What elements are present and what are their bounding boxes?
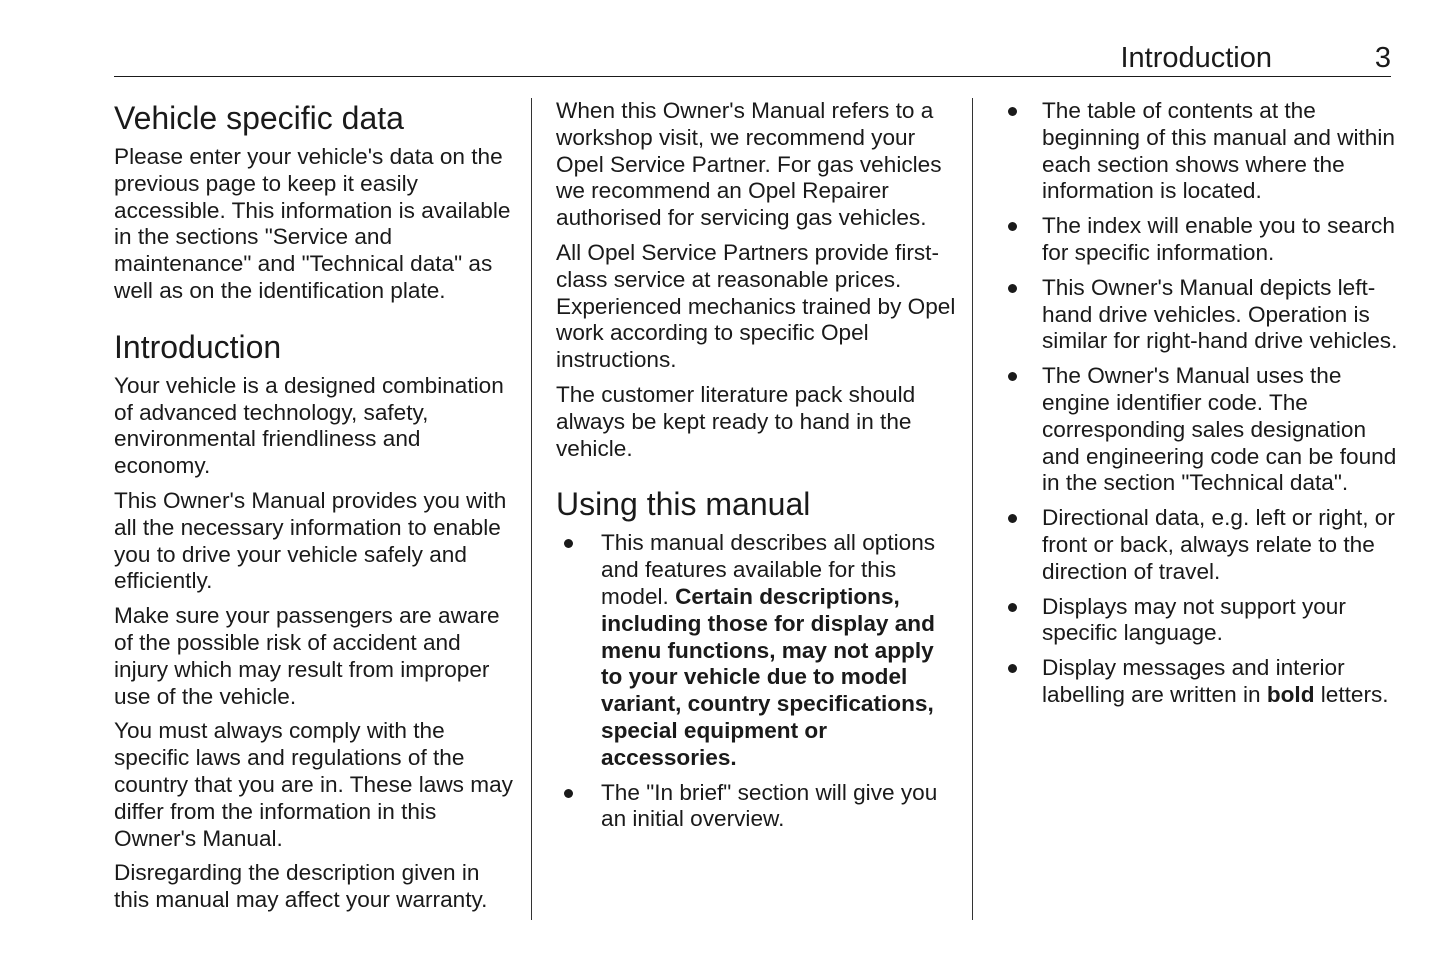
bullet-icon: [1008, 107, 1017, 116]
page-header: [114, 40, 1391, 77]
bullet-icon: [1008, 514, 1017, 523]
heading-using-this-manual: Using this manual: [556, 486, 811, 523]
list-item: The table of contents at the beginning of this manual and within each section shows where the information is located.: [1000, 98, 1400, 205]
column-divider: [972, 98, 973, 920]
list-item: This Owner's Manual depicts left-hand drive vehicles. Operation is similar for right-hand drive vehicles.: [1000, 275, 1400, 355]
bullet-icon: [1008, 603, 1017, 612]
list-item: Directional data, e.g. left or right, or front or back, always relate to the direction of travel.: [1000, 505, 1400, 585]
paragraph: Disregarding the description given in this manual may affect your warranty.: [114, 860, 488, 913]
column-3: [1000, 98, 1400, 717]
list-item: Displays may not support your specific language.: [1000, 594, 1400, 648]
paragraph: When this Owner's Manual refers to a workshop visit, we recommend your Opel Service Partner. For gas vehicles we recommend an Opel Repairer authorised for servicing gas vehicles.: [556, 98, 942, 231]
column-divider: [531, 98, 532, 920]
paragraph: The customer literature pack should always be kept ready to hand in the vehicle.: [556, 381, 916, 461]
list-item: This manual describes all options and features available for this model. Certain descriptions, including those for display and menu functions, may not apply to your vehicle due to model variant, country specifications, special equipment or accessories.: [556, 530, 961, 771]
paragraph: Please enter your vehicle's data on the previous page to keep it easily accessible. This information is available in the sections "Service and maintenance" and "Technical data" as well as on the identification plate.: [114, 144, 511, 303]
bullet-icon: [1008, 284, 1017, 293]
column-1: [114, 98, 519, 922]
bullet-icon: [1008, 372, 1017, 381]
paragraph: All Opel Service Partners provide first-class service at reasonable prices. Experienced mechanics trained by Opel work according to specific Opel instructions.: [556, 239, 956, 373]
list-item: Display messages and interior labelling are written in bold letters.: [1000, 655, 1400, 709]
bullet-list: [556, 530, 961, 833]
page-number: 3: [1374, 42, 1391, 74]
list-item: The Owner's Manual uses the engine identifier code. The corresponding sales designation and engineering code can be found in the section "Technical data".: [1000, 363, 1400, 497]
heading-vehicle-specific-data: Vehicle specific data: [114, 100, 404, 136]
bullet-icon: [1008, 664, 1017, 673]
list-item: The index will enable you to search for specific information.: [1000, 213, 1400, 267]
heading-introduction: Introduction: [114, 328, 282, 365]
paragraph: You must always comply with the specific laws and regulations of the country that you are in. These laws may differ from the information in this Owner's Manual.: [114, 718, 513, 851]
bullet-icon: [564, 539, 573, 548]
paragraph: Your vehicle is a designed combination of advanced technology, safety, environmental friendliness and economy.: [114, 372, 504, 479]
paragraph: Make sure your passengers are aware of the possible risk of accident and injury which may result from improper use of the vehicle.: [114, 603, 500, 709]
column-2: [556, 98, 961, 841]
running-section-title: Introduction: [1120, 42, 1272, 74]
bullet-list: [1000, 98, 1400, 709]
bullet-icon: [564, 789, 573, 798]
bullet-icon: [1008, 222, 1017, 231]
list-item: The "In brief" section will give you an initial overview.: [556, 780, 961, 834]
paragraph: This Owner's Manual provides you with all the necessary information to enable you to drive your vehicle safely and efficiently.: [114, 487, 507, 594]
